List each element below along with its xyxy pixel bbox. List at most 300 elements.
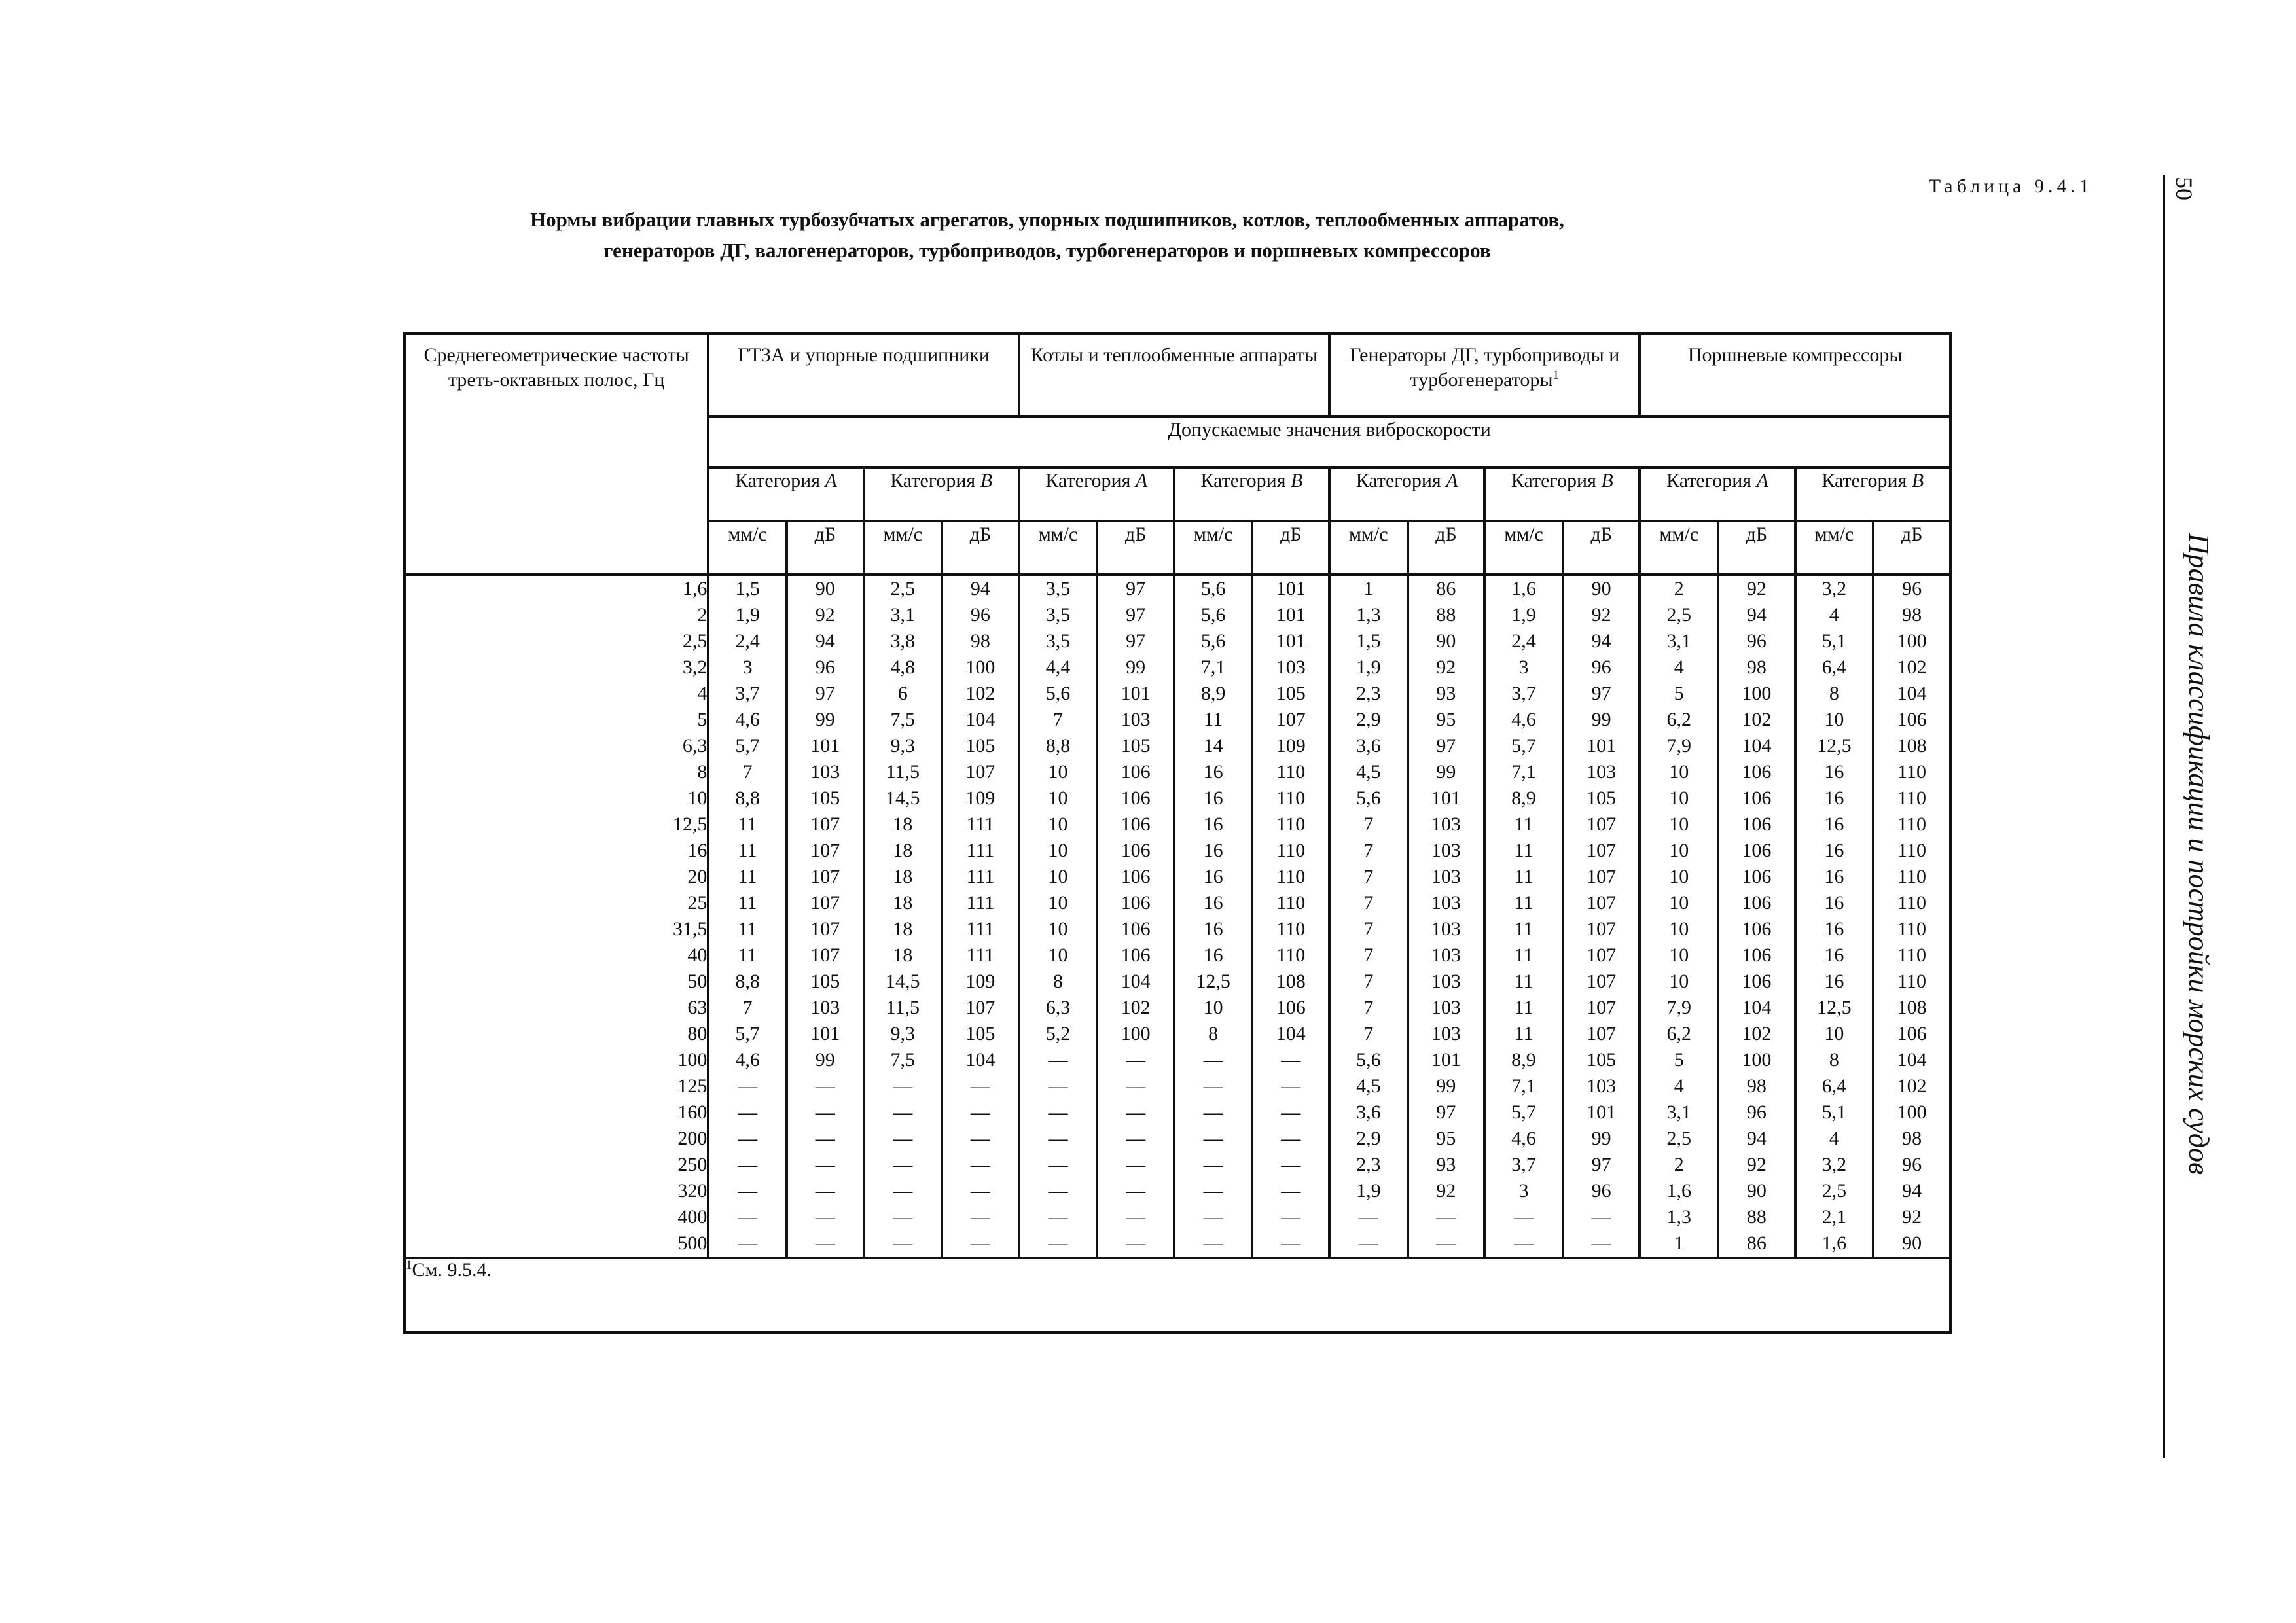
value-cell: 7,5 [890, 1049, 916, 1071]
value-cell: 111 [966, 944, 995, 966]
value-cell: 97 [1436, 735, 1456, 757]
value-cell: — [970, 1180, 990, 1202]
value-cell: 105 [1587, 787, 1617, 809]
value-cell: 101 [810, 735, 840, 757]
unit-header-db: дБ [1097, 521, 1174, 575]
value-cell: 7,5 [890, 709, 916, 730]
value-cell: 86 [1436, 578, 1456, 599]
value-cell: 1,3 [1666, 1206, 1691, 1228]
value-cell: 107 [810, 892, 840, 914]
value-cell: — [1126, 1180, 1146, 1202]
value-cell: — [1203, 1128, 1223, 1149]
footnote-reference: 1 [1552, 368, 1559, 382]
value-cell: 105 [1587, 1049, 1617, 1071]
value-cell: — [1126, 1206, 1146, 1228]
value-cell: 110 [1276, 813, 1306, 835]
value-cell: 103 [1431, 840, 1461, 861]
value-cell: — [1203, 1075, 1223, 1097]
value-cell: — [1281, 1232, 1301, 1254]
value-cell: 18 [893, 944, 913, 966]
value-column [787, 575, 864, 1258]
value-cell: 99 [815, 709, 835, 730]
value-cell: 4,4 [1045, 656, 1071, 678]
unit-header-db: дБ [1873, 521, 1950, 575]
value-cell: 96 [1746, 630, 1767, 652]
value-cell: 1,9 [1511, 604, 1536, 626]
value-column [1795, 575, 1874, 1258]
value-cell: 98 [1746, 1075, 1767, 1097]
value-cell: 103 [1121, 709, 1151, 730]
value-cell: 4,5 [1356, 1075, 1381, 1097]
value-cell: 109 [965, 787, 996, 809]
value-cell: 10 [1048, 840, 1068, 861]
unit-header-db: дБ [1563, 521, 1640, 575]
value-cell: 11 [1514, 866, 1534, 887]
value-cell: 4,6 [735, 709, 760, 730]
value-cell: 1,5 [1356, 630, 1381, 652]
value-cell: 90 [1746, 1180, 1767, 1202]
running-title: Правила классификации и постройки морских судов [2183, 533, 2215, 1175]
value-cell: 4 [1829, 1128, 1839, 1149]
category-prefix: Категория [1355, 470, 1441, 491]
value-cell: 111 [966, 892, 995, 914]
group-header-label: Котлы и теплообменные аппараты [1030, 344, 1318, 366]
value-cell: 11,5 [886, 761, 920, 783]
value-cell: 102 [1897, 656, 1927, 678]
value-cell: 11,5 [886, 997, 920, 1018]
value-cell: 103 [1431, 866, 1461, 887]
frequency-value: 31,5 [672, 918, 708, 940]
value-cell: 97 [815, 683, 835, 704]
value-cell: 106 [1742, 787, 1772, 809]
value-cell: 5,6 [1200, 630, 1226, 652]
value-cell: 2,5 [1821, 1180, 1847, 1202]
value-cell: 103 [810, 997, 840, 1018]
frequency-value: 5 [697, 709, 708, 730]
value-cell: 2,9 [1356, 1128, 1381, 1149]
value-cell: — [815, 1180, 835, 1202]
value-cell: — [893, 1075, 913, 1097]
value-cell: 103 [1431, 1023, 1461, 1044]
value-cell: 7,9 [1666, 997, 1691, 1018]
value-cell: 2,3 [1356, 1154, 1381, 1175]
value-cell: 7 [742, 761, 753, 783]
frequency-value: 2,5 [682, 630, 708, 652]
group-header-gtza [708, 334, 1018, 416]
value-cell: 100 [1742, 683, 1772, 704]
value-cell: — [1281, 1206, 1301, 1228]
frequency-value: 8 [697, 761, 708, 783]
value-cell: 3,1 [1666, 630, 1691, 652]
value-cell: 105 [810, 971, 840, 992]
value-cell: 92 [1591, 604, 1611, 626]
value-cell: — [1126, 1128, 1146, 1149]
value-cell: 99 [1436, 761, 1456, 783]
value-column [1019, 575, 1098, 1258]
value-cell: 99 [1591, 1128, 1611, 1149]
unit-header-mm-s: мм/с [1019, 521, 1098, 575]
unit-header-mm-s: мм/с [1329, 521, 1408, 575]
category-prefix: Категория [1666, 470, 1752, 491]
vibration-norms-table [403, 332, 1952, 1334]
value-cell: 16 [1203, 892, 1223, 914]
value-cell: — [893, 1128, 913, 1149]
value-cell: 8 [1829, 1049, 1839, 1071]
value-cell: 96 [1902, 1154, 1922, 1175]
value-cell: 5,6 [1045, 683, 1071, 704]
value-cell: 106 [1742, 918, 1772, 940]
value-cell: 3,5 [1045, 604, 1071, 626]
frequency-value: 400 [677, 1206, 708, 1228]
value-cell: 3,2 [1821, 578, 1847, 599]
value-cell: — [1048, 1049, 1068, 1071]
value-cell: 12,5 [1196, 971, 1230, 992]
value-cell: 106 [1742, 971, 1772, 992]
value-cell: 90 [1436, 630, 1456, 652]
value-cell: 104 [1742, 997, 1772, 1018]
value-cell: 104 [1742, 735, 1772, 757]
permissible-values-caption: Допускаемые значения виброскорости [708, 416, 1950, 467]
value-cell: 94 [1591, 630, 1611, 652]
value-cell: 111 [966, 866, 995, 887]
value-cell: 8,9 [1511, 1049, 1536, 1071]
value-cell: 10 [1669, 944, 1689, 966]
value-cell: 4 [1674, 656, 1684, 678]
value-cell: 7,9 [1666, 735, 1691, 757]
value-cell: 106 [1121, 840, 1151, 861]
value-cell: 16 [1824, 866, 1844, 887]
frequency-value: 160 [677, 1101, 708, 1123]
value-cell: — [1048, 1101, 1068, 1123]
category-header [1174, 467, 1329, 521]
value-cell: — [815, 1154, 835, 1175]
value-cell: 107 [1587, 1023, 1617, 1044]
category-letter: B [980, 470, 993, 491]
value-cell: 3,8 [890, 630, 916, 652]
value-cell: 12,5 [1817, 997, 1852, 1018]
value-cell: — [738, 1154, 758, 1175]
value-cell: 103 [1276, 656, 1306, 678]
value-cell: 102 [1742, 1023, 1772, 1044]
category-prefix: Категория [735, 470, 820, 491]
value-cell: — [1203, 1206, 1223, 1228]
value-cell: 101 [1276, 604, 1306, 626]
value-cell: 109 [1276, 735, 1306, 757]
value-cell: 107 [810, 918, 840, 940]
value-cell: 6 [897, 683, 908, 704]
value-cell: — [815, 1128, 835, 1149]
value-cell: 5,7 [1511, 735, 1536, 757]
value-cell: — [970, 1101, 990, 1123]
margin-rule [2163, 175, 2165, 1458]
value-cell: 2,5 [890, 578, 916, 599]
value-cell: 97 [1591, 683, 1611, 704]
value-cell: — [815, 1101, 835, 1123]
value-cell: — [1048, 1128, 1068, 1149]
value-cell: 86 [1746, 1232, 1767, 1254]
value-cell: 106 [1276, 997, 1306, 1018]
value-cell: 103 [1431, 997, 1461, 1018]
value-cell: 94 [1902, 1180, 1922, 1202]
value-cell: 106 [1121, 918, 1151, 940]
value-cell: 106 [1742, 944, 1772, 966]
value-cell: 103 [1431, 971, 1461, 992]
frequency-value: 3,2 [682, 656, 708, 678]
value-cell: 6,4 [1821, 656, 1847, 678]
group-header-generators [1329, 334, 1640, 416]
value-cell: 107 [965, 997, 996, 1018]
value-cell: 106 [1121, 787, 1151, 809]
unit-header-db: дБ [942, 521, 1019, 575]
value-cell: 7,1 [1511, 761, 1536, 783]
value-cell: 104 [1897, 683, 1927, 704]
value-cell: 16 [1824, 840, 1844, 861]
frequency-value: 40 [687, 944, 708, 966]
unit-header-db: дБ [787, 521, 864, 575]
value-cell: 105 [810, 787, 840, 809]
value-cell: 11 [738, 944, 757, 966]
value-cell: 11 [1514, 813, 1534, 835]
frequency-value: 100 [677, 1049, 708, 1071]
table-title-line-1: Нормы вибрации главных турбозубчатых агрегатов, упорных подшипников, котлов, теплообменных аппаратов, [530, 208, 1564, 231]
value-cell: 106 [1742, 761, 1772, 783]
value-cell: 10 [1669, 971, 1689, 992]
value-cell: 102 [1742, 709, 1772, 730]
value-cell: 16 [1203, 787, 1223, 809]
value-cell: — [970, 1206, 990, 1228]
value-cell: 7 [1363, 997, 1374, 1018]
value-cell: 7,1 [1511, 1075, 1536, 1097]
value-column [1174, 575, 1253, 1258]
value-cell: 16 [1824, 892, 1844, 914]
value-cell: 10 [1048, 761, 1068, 783]
value-cell: — [1203, 1101, 1223, 1123]
value-cell: 18 [893, 892, 913, 914]
value-column [1873, 575, 1950, 1258]
value-cell: — [1281, 1154, 1301, 1175]
footnote-text: См. 9.5.4. [412, 1259, 492, 1281]
value-cell: 110 [1897, 866, 1927, 887]
value-cell: 1,9 [1356, 1180, 1381, 1202]
group-header-label: Генераторы ДГ, турбоприводы и турбогенераторы [1350, 344, 1620, 391]
value-column [1563, 575, 1640, 1258]
value-cell: — [970, 1232, 990, 1254]
value-cell: 98 [1746, 656, 1767, 678]
value-cell: 5,7 [735, 1023, 760, 1044]
value-cell: — [1281, 1049, 1301, 1071]
value-cell: 7 [742, 997, 753, 1018]
value-cell: 99 [1436, 1075, 1456, 1097]
value-cell: 16 [1203, 761, 1223, 783]
value-cell: 5,2 [1045, 1023, 1071, 1044]
value-cell: 4,6 [1511, 709, 1536, 730]
value-cell: 16 [1824, 918, 1844, 940]
value-cell: 10 [1048, 892, 1068, 914]
value-cell: 90 [815, 578, 835, 599]
value-cell: 5,6 [1200, 578, 1226, 599]
category-prefix: Категория [1511, 470, 1596, 491]
category-letter: A [1756, 470, 1768, 491]
value-cell: 97 [1436, 1101, 1456, 1123]
frequency-value: 200 [677, 1128, 708, 1149]
value-cell: 18 [893, 866, 913, 887]
value-cell: 108 [1276, 971, 1306, 992]
table-title [406, 204, 1689, 266]
value-cell: 11 [738, 813, 757, 835]
value-cell: 10 [1048, 944, 1068, 966]
value-column [942, 575, 1019, 1258]
value-cell: 11 [1514, 892, 1534, 914]
value-cell: 3,5 [1045, 578, 1071, 599]
value-cell: 94 [815, 630, 835, 652]
value-cell: 110 [1897, 971, 1927, 992]
value-cell: 3,5 [1045, 630, 1071, 652]
value-column [1718, 575, 1795, 1258]
category-letter: A [825, 470, 837, 491]
value-cell: — [1281, 1128, 1301, 1149]
value-cell: 107 [1587, 892, 1617, 914]
frequency-value: 320 [677, 1180, 708, 1202]
frequency-value: 63 [687, 997, 708, 1018]
value-cell: 97 [1591, 1154, 1611, 1175]
value-cell: 90 [1902, 1232, 1922, 1254]
value-cell: 2 [1674, 578, 1684, 599]
frequency-values [404, 575, 708, 1258]
value-cell: 107 [810, 866, 840, 887]
value-cell: 2,4 [1511, 630, 1536, 652]
value-cell: 107 [1587, 866, 1617, 887]
value-cell: 10 [1824, 1023, 1844, 1044]
value-cell: 3 [1518, 656, 1529, 678]
value-cell: 97 [1126, 604, 1146, 626]
value-cell: 5,6 [1200, 604, 1226, 626]
value-cell: 106 [1121, 866, 1151, 887]
value-cell: 7 [1363, 918, 1374, 940]
value-cell: 1,3 [1356, 604, 1381, 626]
value-cell: 10 [1048, 918, 1068, 940]
value-cell: 110 [1276, 892, 1306, 914]
category-letter: B [1601, 470, 1613, 491]
value-cell: 4,6 [735, 1049, 760, 1071]
value-cell: 3,2 [1821, 1154, 1847, 1175]
value-cell: 96 [815, 656, 835, 678]
value-cell: 106 [1742, 866, 1772, 887]
table-number-label: Таблица 9.4.1 [1928, 175, 2093, 197]
value-cell: 10 [1824, 709, 1844, 730]
value-cell: 102 [1121, 997, 1151, 1018]
value-cell: — [970, 1154, 990, 1175]
value-cell: 96 [1591, 656, 1611, 678]
value-cell: 107 [810, 944, 840, 966]
value-cell: 107 [1587, 840, 1617, 861]
value-cell: 4 [1674, 1075, 1684, 1097]
value-cell: 9,3 [890, 1023, 916, 1044]
category-prefix: Категория [890, 470, 976, 491]
data-row [404, 575, 1950, 1258]
value-cell: — [1126, 1232, 1146, 1254]
value-cell: 16 [1824, 787, 1844, 809]
value-cell: — [1048, 1075, 1068, 1097]
value-cell: 10 [1048, 866, 1068, 887]
value-cell: 103 [1587, 761, 1617, 783]
value-cell: 1,9 [1356, 656, 1381, 678]
frequency-value: 2 [697, 604, 708, 626]
value-cell: 107 [1587, 918, 1617, 940]
value-cell: 10 [1669, 840, 1689, 861]
value-cell: 101 [1276, 578, 1306, 599]
value-cell: 11 [1514, 1023, 1534, 1044]
value-column [1408, 575, 1485, 1258]
value-cell: 3,7 [1511, 1154, 1536, 1175]
value-cell: 2,9 [1356, 709, 1381, 730]
value-cell: 92 [1902, 1206, 1922, 1228]
value-column [1329, 575, 1408, 1258]
unit-header-mm-s: мм/с [708, 521, 787, 575]
unit-header-db: дБ [1718, 521, 1795, 575]
value-cell: 16 [1824, 761, 1844, 783]
value-column [1640, 575, 1718, 1258]
value-cell: — [1358, 1206, 1378, 1228]
unit-header-mm-s: мм/с [1174, 521, 1253, 575]
value-cell: — [738, 1180, 758, 1202]
value-cell: 3,1 [1666, 1101, 1691, 1123]
value-cell: — [815, 1232, 835, 1254]
value-cell: 94 [1746, 1128, 1767, 1149]
value-cell: 7 [1363, 971, 1374, 992]
value-cell: — [738, 1101, 758, 1123]
group-header-compressors [1640, 334, 1950, 416]
value-cell: — [893, 1154, 913, 1175]
value-cell: 12,5 [1817, 735, 1852, 757]
value-cell: 94 [1746, 604, 1767, 626]
value-cell: 110 [1897, 892, 1927, 914]
frequency-value: 20 [687, 866, 708, 887]
value-cell: 104 [1121, 971, 1151, 992]
value-cell: 16 [1824, 813, 1844, 835]
value-cell: 11 [738, 866, 757, 887]
page-number: 50 [2171, 177, 2197, 200]
value-cell: 16 [1203, 866, 1223, 887]
value-cell: — [738, 1128, 758, 1149]
category-letter: A [1135, 470, 1148, 491]
frequency-value: 1,6 [682, 578, 708, 599]
value-cell: 8,9 [1511, 787, 1536, 809]
value-cell: 1,9 [735, 604, 760, 626]
value-cell: 11 [738, 840, 757, 861]
value-cell: 7 [1363, 840, 1374, 861]
value-cell: 102 [1897, 1075, 1927, 1097]
frequency-value: 500 [677, 1232, 708, 1254]
value-cell: — [1514, 1206, 1534, 1228]
value-cell: 3,7 [1511, 683, 1536, 704]
value-cell: 14 [1203, 735, 1223, 757]
frequency-value: 4 [697, 683, 708, 704]
value-cell: 110 [1276, 866, 1306, 887]
category-prefix: Категория [1045, 470, 1131, 491]
value-cell: 3,6 [1356, 1101, 1381, 1123]
value-cell: 10 [1669, 866, 1689, 887]
value-cell: 110 [1276, 787, 1306, 809]
value-cell: 16 [1203, 813, 1223, 835]
unit-header-db: дБ [1408, 521, 1485, 575]
category-letter: B [1291, 470, 1303, 491]
value-cell: 110 [1276, 918, 1306, 940]
value-cell: — [1126, 1154, 1146, 1175]
value-cell: 1,6 [1666, 1180, 1691, 1202]
value-cell: 6,2 [1666, 709, 1691, 730]
value-cell: — [970, 1075, 990, 1097]
value-cell: — [1514, 1232, 1534, 1254]
